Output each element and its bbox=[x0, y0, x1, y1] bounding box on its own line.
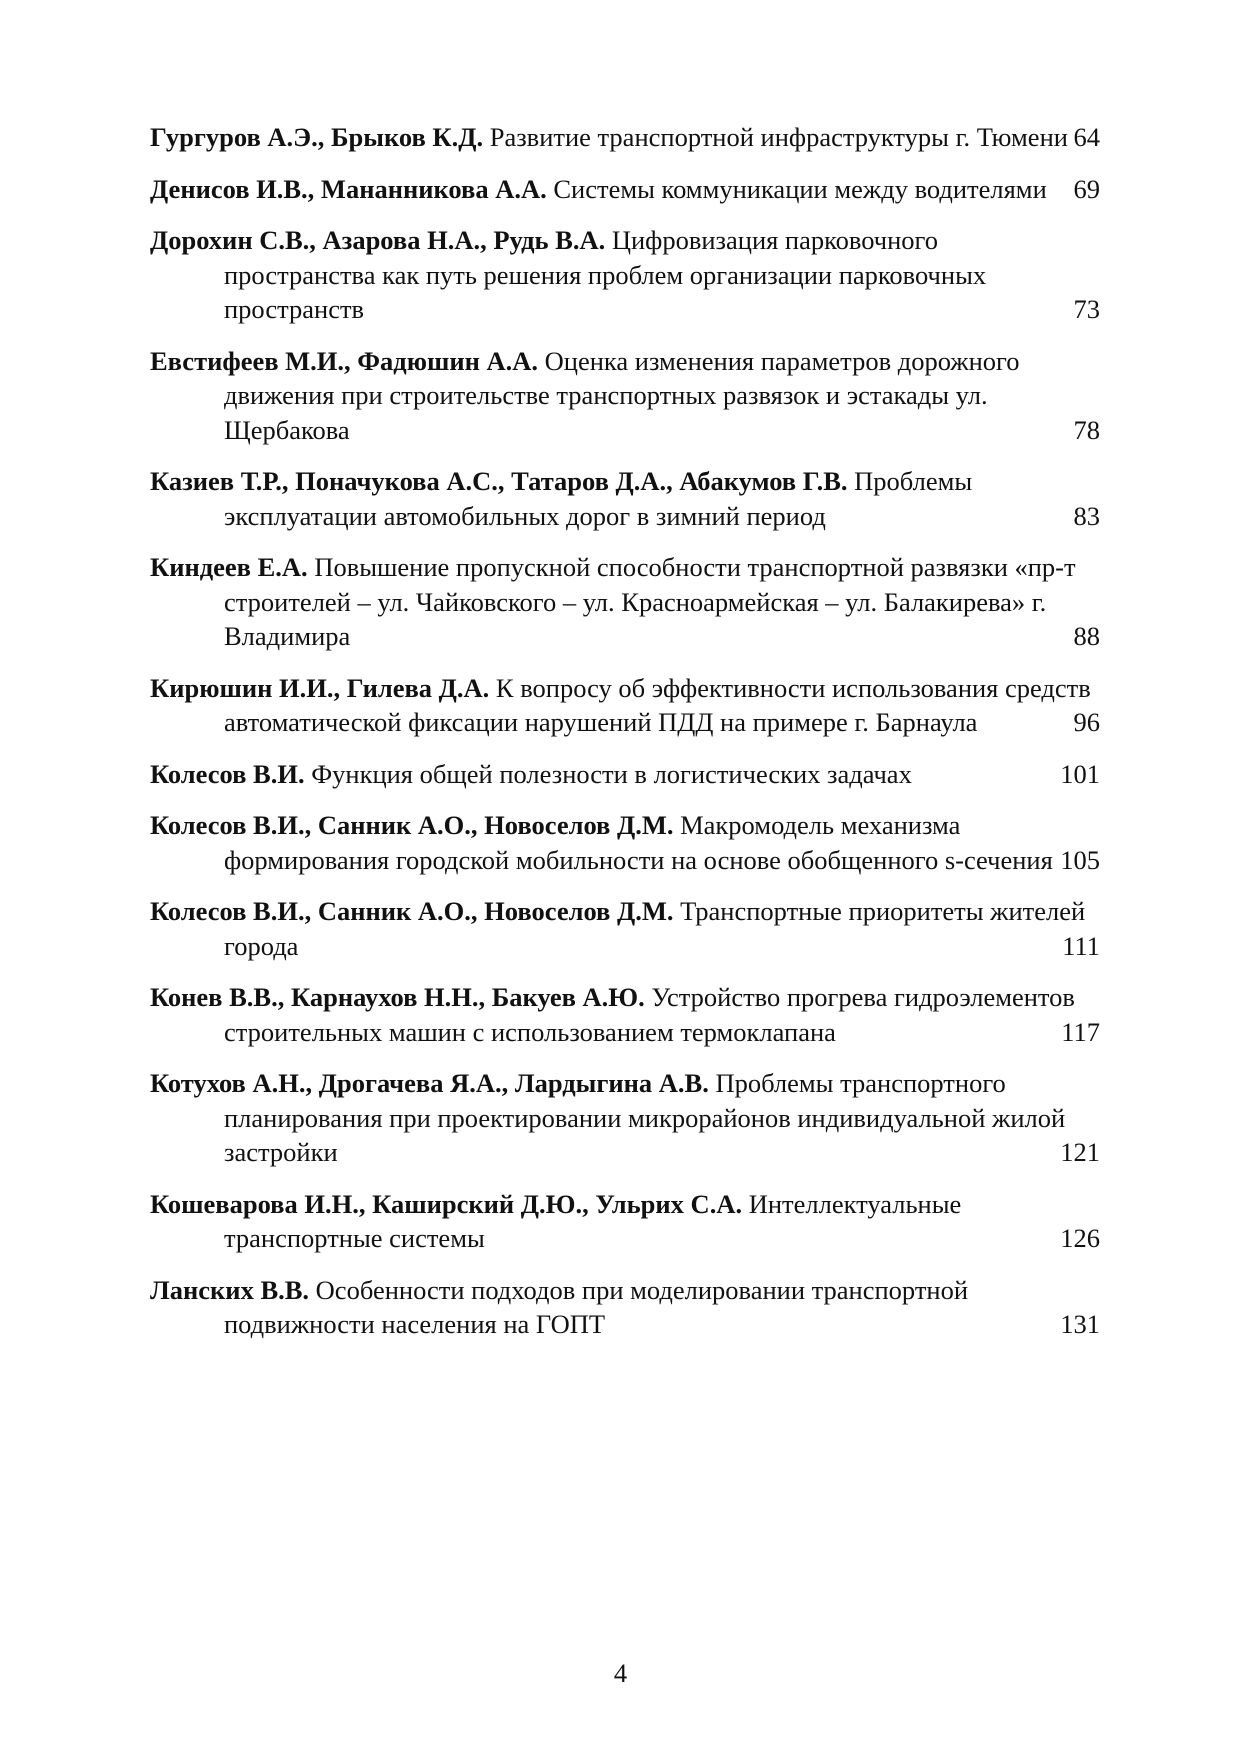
toc-entry bbox=[150, 172, 1100, 207]
toc-entry bbox=[150, 671, 1100, 740]
toc-title: Особенности подходов при моделировании транспортной подвижности населения на ГОПТ bbox=[224, 1274, 969, 1339]
toc-entry bbox=[150, 1273, 1100, 1342]
toc-page-number: 64 bbox=[1073, 122, 1100, 152]
toc-title: Проблемы эксплуатации автомобильных дорог в зимний период bbox=[224, 466, 973, 531]
toc-page-number: 88 bbox=[1073, 621, 1100, 651]
toc-authors: Колесов В.И. bbox=[150, 758, 305, 789]
toc-authors: Гургуров А.Э., Брыков К.Д. bbox=[150, 122, 484, 152]
page-number: 4 bbox=[613, 1658, 628, 1688]
toc-page-number: 131 bbox=[1060, 1309, 1100, 1339]
toc-entry-text bbox=[150, 894, 1094, 963]
toc-entry-text bbox=[150, 671, 1094, 740]
toc-authors: Дорохин С.В., Азарова Н.А., Рудь В.А. bbox=[150, 225, 606, 255]
toc-title: Устройство прогрева гидроэлементов строительных машин с использованием термоклапана bbox=[224, 982, 1075, 1047]
toc-page-number: 101 bbox=[1060, 758, 1100, 789]
toc-title: К вопросу об эффективности использования средств автоматической фиксации нарушений ПДД на примере г. Барнаула bbox=[224, 672, 1091, 737]
toc-title: Системы коммуникации между водителями bbox=[553, 173, 1047, 204]
toc-authors: Колесов В.И., Санник А.О., Новоселов Д.М. bbox=[150, 810, 674, 840]
toc-page-number: 111 bbox=[1062, 930, 1100, 961]
toc-page-number: 117 bbox=[1061, 1016, 1100, 1047]
toc-title: Проблемы транспортного планирования при проектировании микрорайонов индивидуальной жилой застройки bbox=[224, 1068, 1066, 1167]
toc-title: Интеллектуальные транспортные системы bbox=[224, 1188, 962, 1253]
toc-entry-text bbox=[150, 120, 1094, 155]
toc-entry bbox=[150, 808, 1100, 877]
toc-entry bbox=[150, 550, 1100, 654]
toc-entry bbox=[150, 223, 1100, 327]
toc-title: Цифровизация парковочного пространства как путь решения проблем организации парковочных пространств bbox=[224, 225, 987, 324]
toc-entry bbox=[150, 344, 1100, 448]
toc-authors: Котухов А.Н., Дрогачева Я.А., Лардыгина А.В. bbox=[150, 1068, 709, 1098]
toc-page-number: 73 bbox=[1073, 294, 1100, 324]
toc-page-number: 121 bbox=[1060, 1137, 1100, 1167]
toc-title: Макромодель механизма формирования городской мобильности на основе обобщенного s-сечения bbox=[224, 810, 1053, 875]
toc-entry-text bbox=[150, 980, 1094, 1049]
toc-authors: Колесов В.И., Санник А.О., Новоселов Д.М. bbox=[150, 896, 674, 926]
toc-entry bbox=[150, 757, 1100, 792]
toc-authors: Кошеварова И.Н., Каширский Д.Ю., Ульрих С.А. bbox=[150, 1188, 743, 1219]
toc-entry bbox=[150, 120, 1100, 155]
toc-title: Повышение пропускной способности транспортной развязки «пр-т строителей – ул. Чайковского – ул. Красноармейская – ул. Балакирева» г. Владимира bbox=[224, 552, 1076, 651]
toc-entry-text bbox=[150, 808, 1094, 877]
toc-entry-text bbox=[150, 223, 1094, 327]
toc-entry bbox=[150, 1066, 1100, 1170]
toc-entry-text bbox=[150, 1066, 1094, 1170]
toc-page-number: 83 bbox=[1073, 500, 1100, 531]
toc-authors: Казиев Т.Р., Поначукова А.С., Татаров Д.А., Абакумов Г.В. bbox=[150, 466, 848, 496]
toc-entry-text bbox=[150, 757, 1094, 792]
toc-entry-text bbox=[150, 172, 1094, 207]
toc-entry-text bbox=[150, 1273, 1094, 1342]
toc-page-number: 126 bbox=[1060, 1223, 1100, 1253]
toc-authors: Ланских В.В. bbox=[150, 1274, 310, 1305]
toc-title: Развитие транспортной инфраструктуры г. Тюмени bbox=[489, 122, 1068, 152]
toc-entry-text bbox=[150, 464, 1094, 533]
toc-page-number: 78 bbox=[1073, 414, 1100, 445]
toc-authors: Денисов И.В., Мананникова А.А. bbox=[150, 173, 547, 204]
toc-entry bbox=[150, 1187, 1100, 1256]
toc-authors: Кирюшин И.И., Гилева Д.А. bbox=[150, 672, 490, 703]
toc-page-number: 69 bbox=[1073, 173, 1100, 204]
toc-authors: Евстифеев М.И., Фадюшин А.А. bbox=[150, 345, 539, 376]
toc-authors: Киндеев Е.А. bbox=[150, 552, 308, 582]
toc-entry bbox=[150, 980, 1100, 1049]
toc-authors: Конев В.В., Карнаухов Н.Н., Бакуев А.Ю. bbox=[150, 982, 645, 1012]
table-of-contents bbox=[150, 120, 1100, 1359]
toc-page-number: 105 bbox=[1060, 844, 1100, 875]
toc-entry-text bbox=[150, 1187, 1094, 1256]
toc-title: Транспортные приоритеты жителей города bbox=[224, 896, 1086, 961]
toc-entry-text bbox=[150, 550, 1094, 654]
toc-title: Функция общей полезности в логистических задачах bbox=[311, 758, 912, 789]
toc-title: Оценка изменения параметров дорожного движения при строительстве транспортных развязок и эстакады ул. Щербакова bbox=[224, 345, 1020, 445]
toc-entry-text bbox=[150, 344, 1094, 448]
toc-entry bbox=[150, 464, 1100, 533]
toc-entry bbox=[150, 894, 1100, 963]
toc-page-number: 96 bbox=[1073, 707, 1100, 737]
